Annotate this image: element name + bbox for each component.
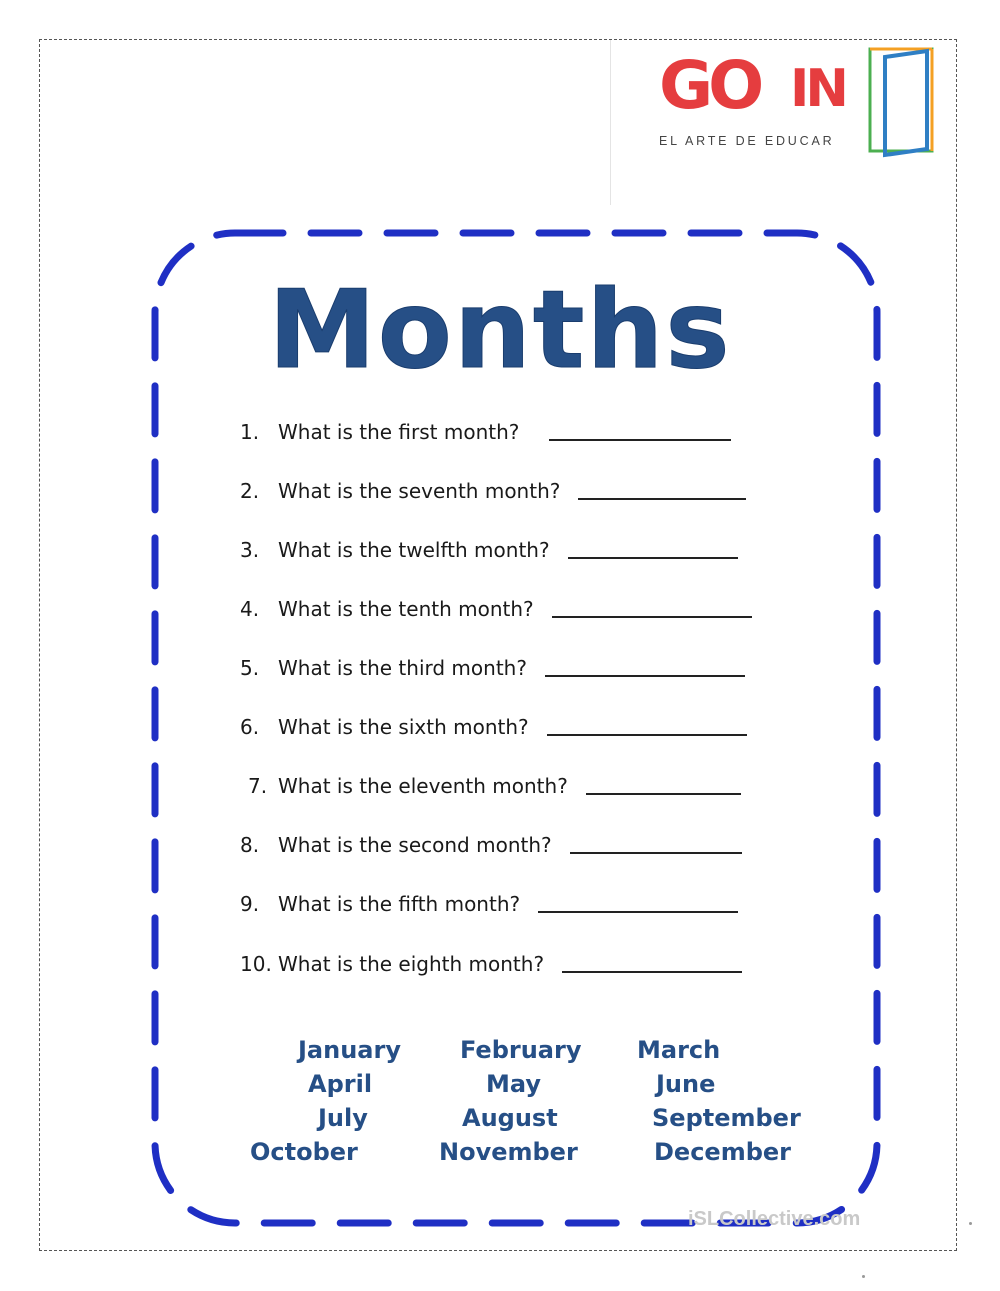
- word-bank-month: November: [439, 1138, 578, 1166]
- question-text: What is the seventh month?: [278, 479, 561, 503]
- question-text: What is the first month?: [278, 420, 520, 444]
- word-bank-month: February: [460, 1036, 582, 1064]
- logo-go-text: GO: [659, 47, 760, 124]
- question-number: 8.: [240, 833, 260, 857]
- answer-blank[interactable]: [547, 733, 747, 736]
- question-number: 1.: [240, 420, 260, 444]
- word-bank-month: December: [654, 1138, 792, 1166]
- question-row: [240, 827, 742, 857]
- question-text: What is the sixth month?: [278, 715, 529, 739]
- question-row: [240, 709, 747, 739]
- question-text: What is the third month?: [278, 656, 527, 680]
- question-number: 2.: [240, 479, 260, 503]
- question-row: [248, 768, 741, 798]
- answer-blank[interactable]: [538, 910, 738, 913]
- word-bank-month: March: [637, 1036, 721, 1064]
- question-number: 3.: [240, 538, 260, 562]
- question-text: What is the tenth month?: [278, 597, 534, 621]
- word-bank-month: October: [250, 1138, 358, 1166]
- logo-tagline: EL ARTE DE EDUCAR: [659, 134, 835, 148]
- word-bank-month: January: [298, 1036, 401, 1064]
- question-row: [240, 591, 752, 621]
- question-row: [240, 473, 746, 503]
- question-text: What is the fifth month?: [278, 892, 521, 916]
- watermark: iSLCollective.com: [688, 1208, 861, 1230]
- answer-blank[interactable]: [570, 851, 742, 854]
- word-bank-month: August: [462, 1104, 558, 1132]
- answer-blank[interactable]: [552, 615, 752, 618]
- question-number: 5.: [240, 656, 260, 680]
- answer-blank[interactable]: [578, 497, 746, 500]
- question-number: 7.: [248, 774, 268, 798]
- word-bank-month: April: [308, 1070, 373, 1098]
- question-text: What is the second month?: [278, 833, 552, 857]
- worksheet-title: Months: [268, 268, 732, 393]
- question-text: What is the eleventh month?: [278, 774, 568, 798]
- question-text: What is the twelfth month?: [278, 538, 550, 562]
- question-row: [240, 532, 738, 562]
- word-bank-month: May: [486, 1070, 541, 1098]
- question-row: [240, 414, 731, 444]
- question-number: 9.: [240, 892, 260, 916]
- answer-blank[interactable]: [568, 556, 738, 559]
- word-bank-month: July: [318, 1104, 368, 1132]
- answer-blank[interactable]: [562, 970, 742, 973]
- answer-blank[interactable]: [586, 792, 741, 795]
- word-bank-month: September: [652, 1104, 801, 1132]
- question-number: 6.: [240, 715, 260, 739]
- question-row: [240, 886, 738, 916]
- question-text: What is the eighth month?: [278, 952, 545, 976]
- question-row: [240, 650, 745, 680]
- answer-blank[interactable]: [545, 674, 745, 677]
- question-number: 10.: [240, 952, 272, 976]
- speck-dot: [969, 1222, 972, 1225]
- speck-dot: [862, 1275, 865, 1278]
- logo-in-text: IN: [790, 59, 845, 119]
- question-number: 4.: [240, 597, 260, 621]
- answer-blank[interactable]: [549, 438, 731, 441]
- question-row: [240, 946, 742, 976]
- word-bank-month: June: [656, 1070, 716, 1098]
